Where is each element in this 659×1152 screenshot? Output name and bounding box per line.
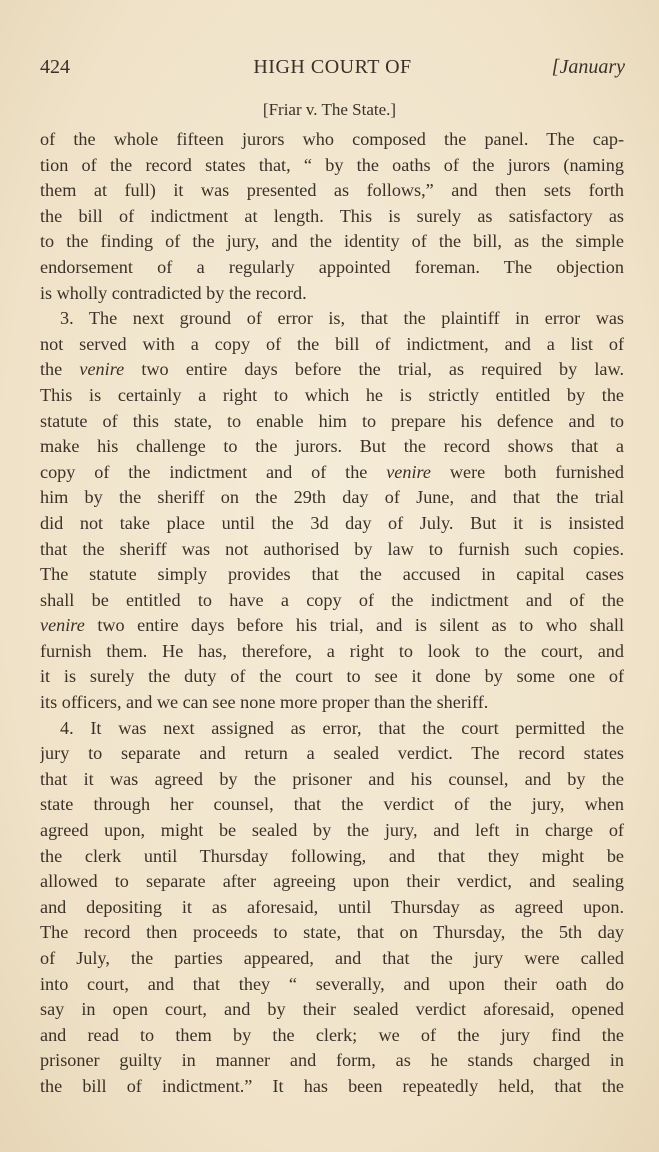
text-line: The record then proceeds to state, that on Thursday, the 5th day [40, 922, 624, 943]
text-line: that it was agreed by the prisoner and his counsel, and by the [40, 768, 624, 789]
text-line: say in open court, and by their sealed verdict aforesaid, opened [40, 999, 624, 1020]
text-line: prisoner guilty in manner and form, as he stands charged in [40, 1050, 624, 1071]
text-line: This is certainly a right to which he is strictly entitled by the [40, 384, 624, 405]
text-line: to the finding of the jury, and the identity of the bill, as the simple [40, 231, 624, 252]
text-line: into court, and that they “ severally, and upon their oath do [40, 973, 624, 994]
body-text [40, 127, 624, 1100]
text-line: shall be entitled to have a copy of the indictment and of the [40, 589, 624, 610]
running-head: HIGH COURT OF [253, 56, 412, 78]
text-line: furnish them. He has, therefore, a right to look to the court, and [40, 640, 624, 661]
italic-term: venire [40, 615, 85, 636]
text-segment: were both furnished [431, 461, 624, 482]
text-line: of July, the parties appeared, and that the jury were called [40, 948, 624, 968]
text-line: and read to them by the clerk; we of the jury find the [40, 1024, 624, 1045]
text-line: the bill of indictment at length. This is surely as satisfactory as [40, 205, 624, 226]
text-line: it is surely the duty of the court to see it done by some one of [40, 666, 624, 687]
text-line: statute of this state, to enable him to prepare his defence and to [40, 410, 624, 431]
case-caption: [Friar v. The State.] [262, 100, 397, 119]
text-segment: two entire days before the trial, as required by law. [124, 359, 624, 380]
text-line: not served with a copy of the bill of indictment, and a list of [40, 333, 624, 354]
text-line: 3. The next ground of error is, that the plaintiff in error was [60, 308, 624, 329]
text-line: jury to separate and return a sealed verdict. The record states [40, 743, 624, 764]
text-line: tion of the record states that, “ by the oaths of the jurors (naming [40, 154, 624, 175]
text-line: 4. It was next assigned as error, that the court permitted the [60, 717, 624, 738]
page-number: 424 [40, 56, 70, 78]
text-line: that the sheriff was not authorised by law to furnish such copies. [40, 538, 624, 559]
text-segment: copy of the indictment and of the [40, 461, 387, 482]
text-segment: the [40, 359, 80, 380]
text-line: him by the sheriff on the 29th day of June, and that the trial [40, 487, 624, 508]
text-line: the bill of indictment.” It has been repeatedly held, that the [40, 1075, 624, 1096]
text-line [40, 357, 624, 383]
text-line: them at full) it was presented as follows,” and then sets forth [40, 180, 624, 201]
text-line: endorsement of a regularly appointed foreman. The objection [40, 256, 624, 277]
running-month: [January [551, 56, 625, 78]
italic-term: venire [386, 461, 432, 482]
text-line: agreed upon, might be sealed by the jury, and left in charge of [40, 820, 624, 841]
text-line: its officers, and we can see none more proper than the sheriff. [40, 692, 489, 713]
text-line: of the whole fifteen jurors who composed the panel. The cap- [40, 129, 624, 149]
text-line: and depositing it as aforesaid, until Thursday as agreed upon. [40, 896, 624, 917]
text-line: did not take place until the 3d day of July. But it is insisted [40, 512, 624, 533]
text-line: the clerk until Thursday following, and that they might be [40, 845, 624, 866]
text-line: state through her counsel, that the verdict of the jury, when [40, 794, 624, 815]
text-line: make his challenge to the jurors. But the record shows that a [40, 436, 624, 457]
page-header [40, 56, 625, 90]
text-line [40, 613, 624, 639]
text-line: The statute simply provides that the accused in capital cases [40, 564, 624, 585]
text-line: is wholly contradicted by the record. [40, 282, 307, 303]
text-line: allowed to separate after agreeing upon their verdict, and sealing [40, 871, 624, 892]
text-segment: two entire days before his trial, and is silent as to who shall [84, 615, 624, 636]
text-line [40, 460, 624, 486]
italic-term: venire [79, 359, 125, 380]
